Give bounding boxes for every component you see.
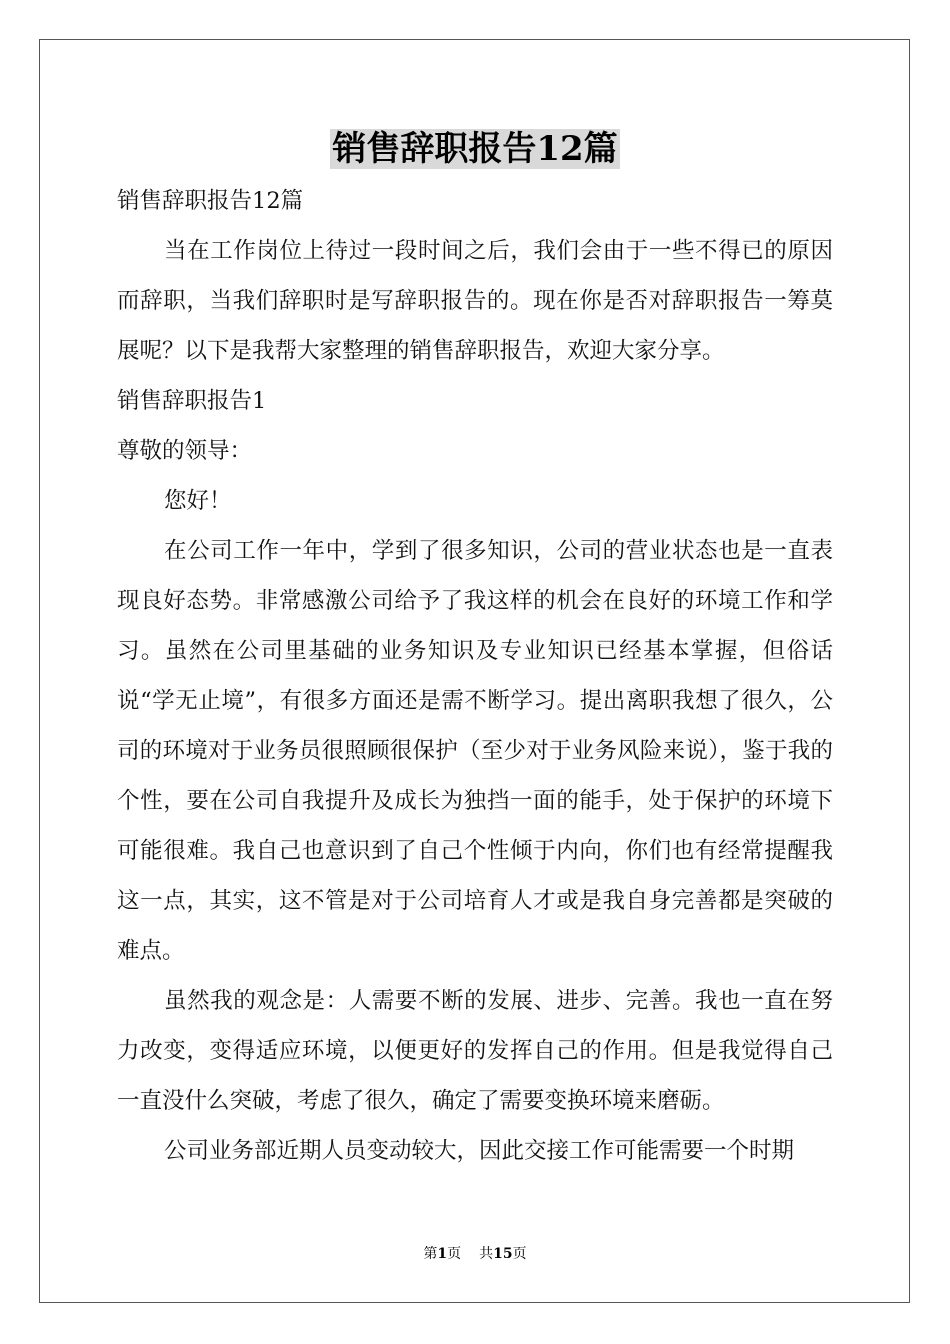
intro-paragraph: 当在工作岗位上待过一段时间之后，我们会由于一些不得已的原因而辞职，当我们辞职时是写辞职报告的。现在你是否对辞职报告一筹莫展呢？以下是我帮大家整理的销售辞职报告，欢迎大家分享。 (117, 238, 833, 364)
page-suffix: 页 (447, 1246, 462, 1262)
document-title (0, 124, 950, 174)
greeting: 您好！ (164, 488, 232, 514)
page-number: 1 (437, 1246, 448, 1262)
body-paragraph: 在公司工作一年中，学到了很多知识，公司的营业状态也是一直表现良好态势。非常感激公司给予了我这样的机会在良好的环境工作和学习。虽然在公司里基础的业务知识及专业知识已经基本掌握，但俗话说“学无止境”，有很多方面还是需不断学习。提出离职我想了很久，公司的环境对于业务员很照顾很保护（至少对于业务风险来说），鉴于我的个性，要在公司自我提升及成长为独挡一面的能手，处于保护的环境下可能很难。我自己也意识到了自己个性倾于内向，你们也有经常提醒我这一点，其实，这不管是对于公司培育人才或是我自身完善都是突破的难点。 (117, 538, 833, 964)
document-title-text: 销售辞职报告12篇 (332, 129, 618, 169)
body-paragraph: 虽然我的观念是：人需要不断的发展、进步、完善。我也一直在努力改变，变得适应环境，以便更好的发挥自己的作用。但是我觉得自己一直没什么突破，考虑了很久，确定了需要变换环境来磨砺。 (117, 988, 833, 1114)
body-paragraph: 公司业务部近期人员变动较大，因此交接工作可能需要一个时期 (164, 1138, 795, 1164)
total-prefix: 共 (479, 1246, 494, 1262)
total-pages: 15 (493, 1246, 513, 1262)
document-subtitle: 销售辞职报告12篇 (117, 188, 304, 214)
page-prefix: 第 (423, 1246, 438, 1262)
total-suffix: 页 (512, 1246, 527, 1262)
section-heading: 销售辞职报告1 (117, 388, 267, 414)
page-footer (0, 1244, 950, 1264)
salutation: 尊敬的领导： (117, 438, 253, 464)
document-body (117, 176, 833, 1176)
